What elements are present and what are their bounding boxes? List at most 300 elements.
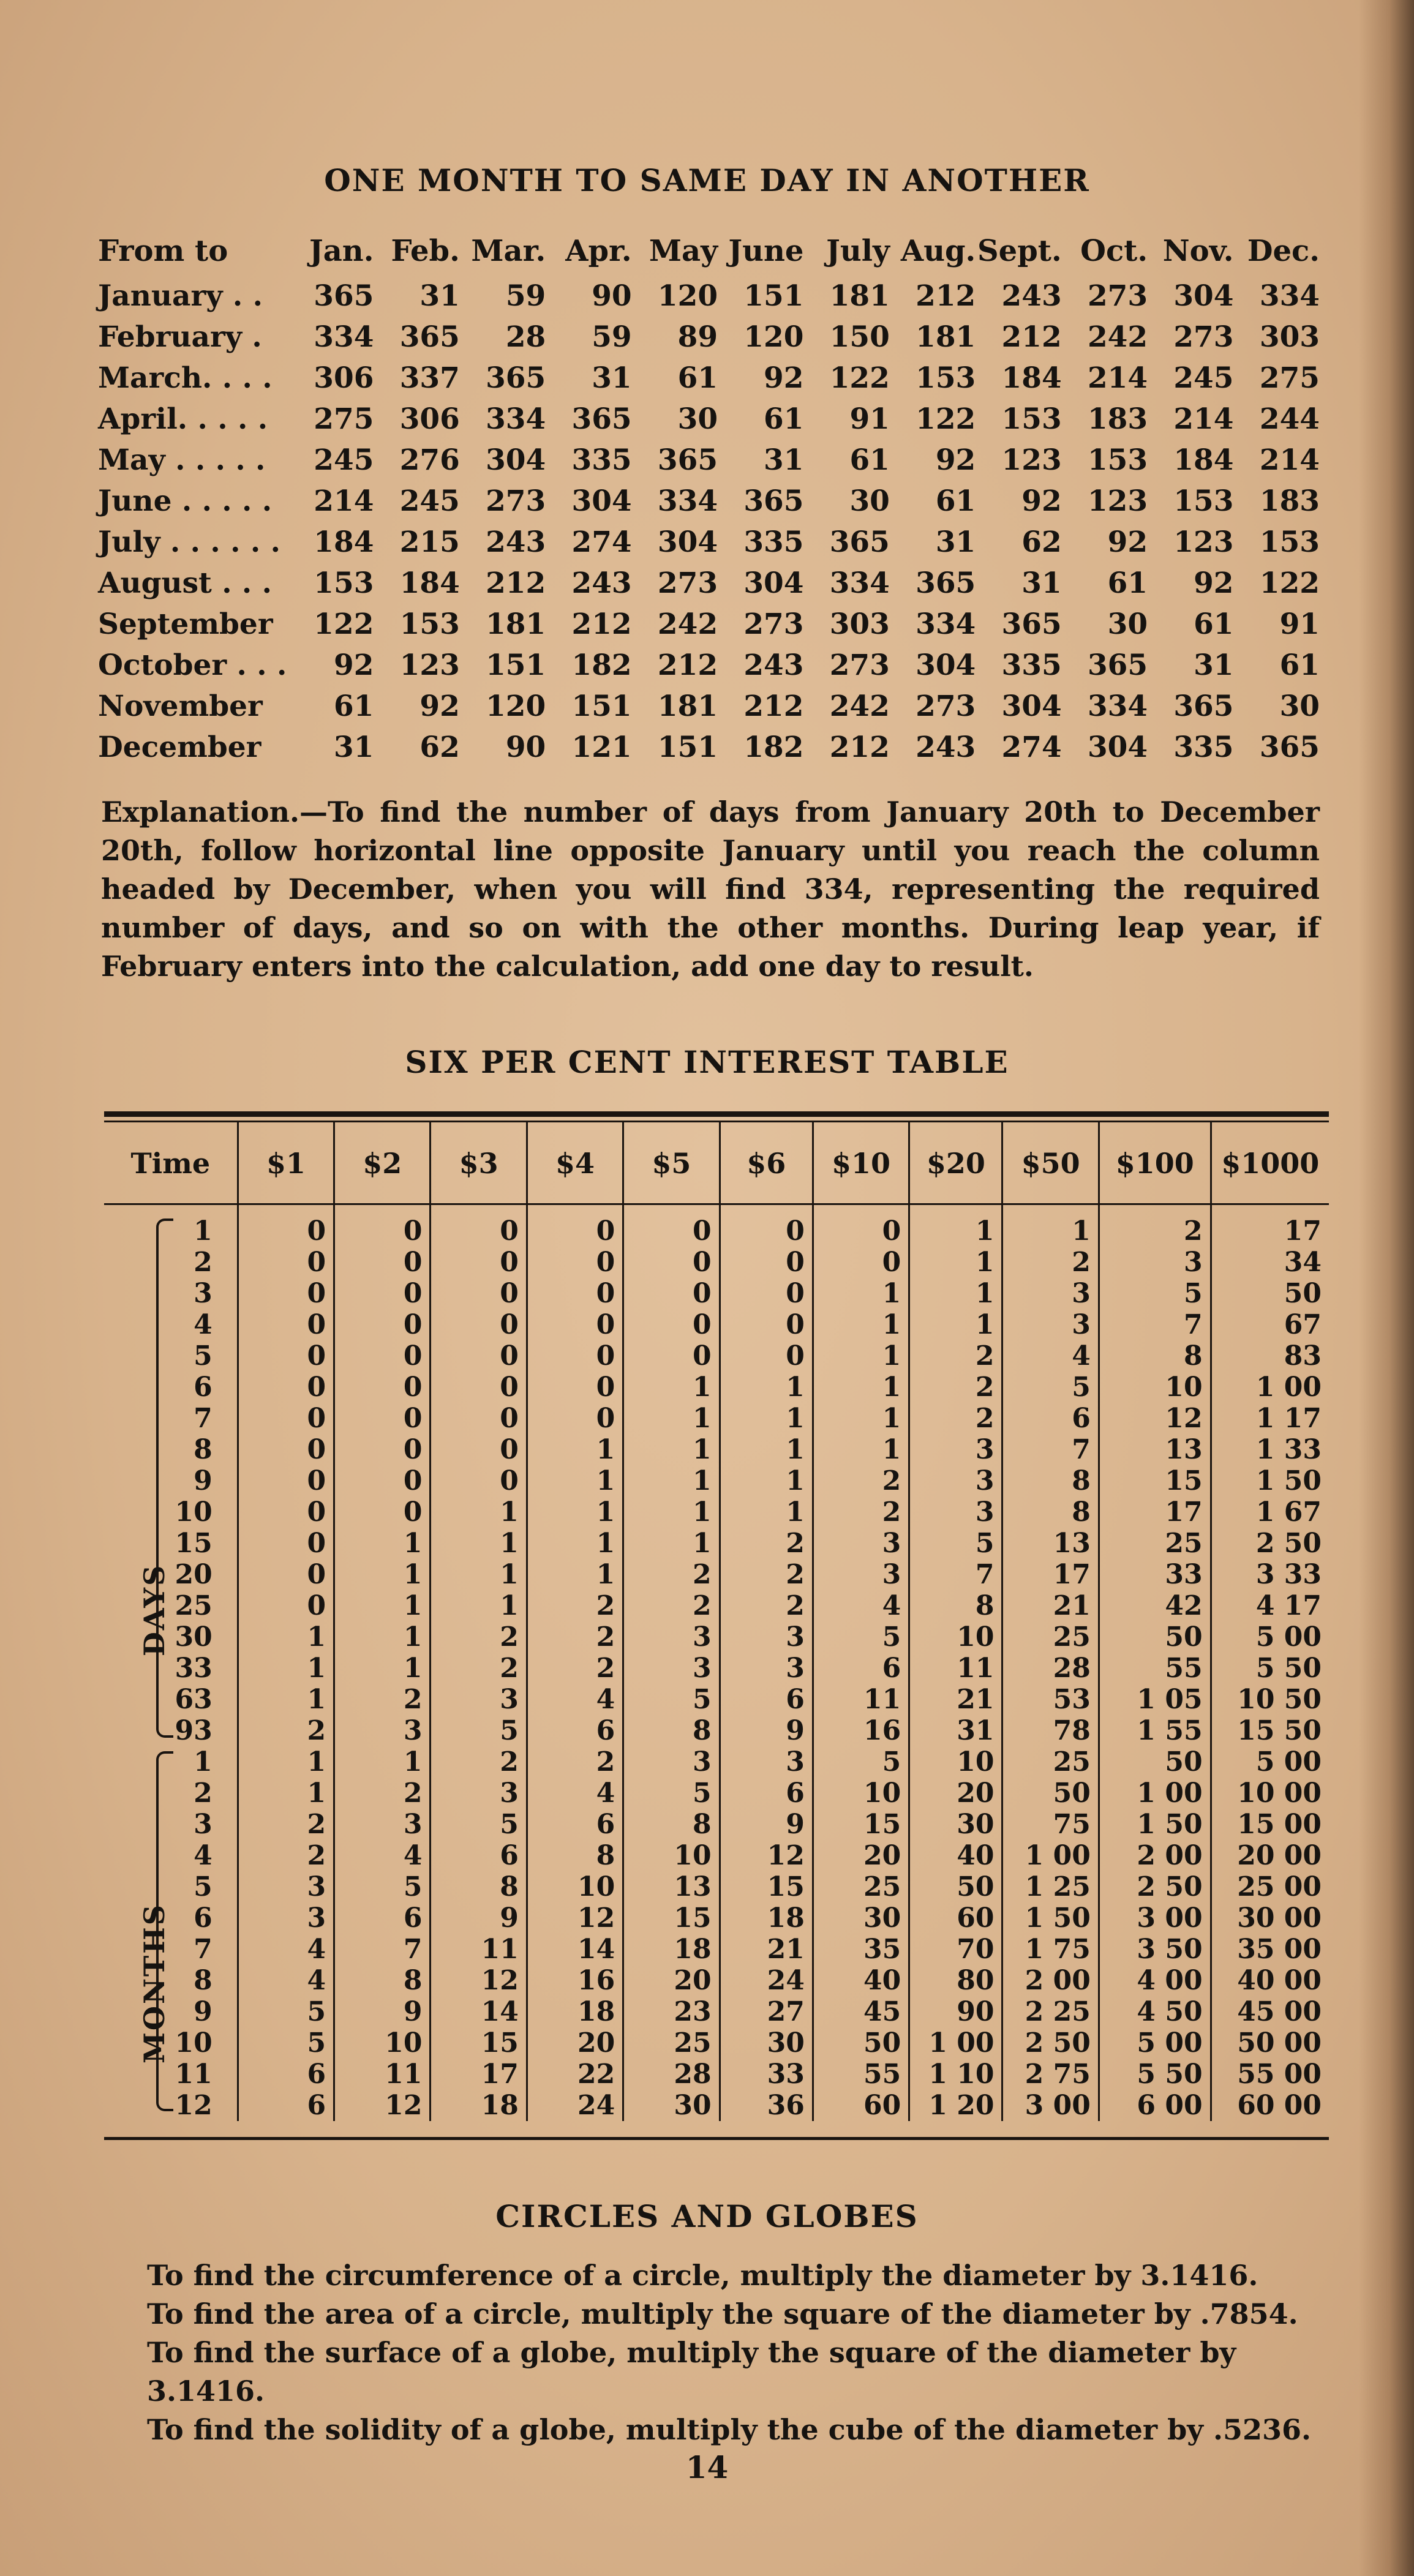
interest-cell: 7: [1099, 1309, 1211, 1340]
interest-cell: 0: [238, 1278, 334, 1309]
interest-cell: 17: [1211, 1204, 1329, 1247]
interest-cell: 2: [720, 1528, 813, 1559]
interest-cell: 0: [623, 1278, 720, 1309]
day-count-cell: 123: [399, 648, 460, 682]
day-count-cell: 30: [849, 484, 890, 518]
table-row: [98, 358, 1320, 399]
time-cell: 20: [175, 1559, 212, 1590]
time-cell: 1: [194, 1746, 212, 1778]
day-count-cell: 243: [916, 730, 976, 764]
table-row: [104, 1278, 1329, 1309]
page-number: 14: [685, 2449, 729, 2485]
interest-cell: 1: [813, 1340, 909, 1372]
interest-cell: 17: [1099, 1496, 1211, 1528]
interest-cell: 4: [238, 1965, 334, 1996]
table-bottom-rule: [104, 2137, 1329, 2140]
interest-cell: 4 17: [1211, 1590, 1329, 1621]
day-count-cell: 182: [743, 730, 804, 764]
interest-cell: 1: [623, 1372, 720, 1403]
day-count-cell: 181: [657, 689, 718, 723]
day-count-cell: 365: [486, 361, 546, 395]
interest-cell: 1: [813, 1309, 909, 1340]
days-group-label: DAYS: [138, 1563, 171, 1656]
interest-cell: 3: [813, 1559, 909, 1590]
interest-cell: 0: [623, 1204, 720, 1247]
day-count-cell: 30: [1279, 689, 1320, 723]
interest-cell: 0: [527, 1372, 623, 1403]
interest-cell: 1: [1002, 1204, 1099, 1247]
time-cell: 9: [194, 1465, 212, 1496]
table-row: [104, 1653, 1329, 1684]
interest-cell: 0: [527, 1309, 623, 1340]
day-count-cell: 273: [829, 648, 890, 682]
interest-cell: 0: [238, 1434, 334, 1465]
interest-cell: 6: [720, 1778, 813, 1809]
interest-cell: 6: [720, 1684, 813, 1715]
interest-cell: 4: [813, 1590, 909, 1621]
row-month-label: September: [98, 607, 273, 641]
day-count-cell: 214: [1173, 402, 1234, 436]
interest-cell: 1: [527, 1496, 623, 1528]
interest-cell: 0: [238, 1247, 334, 1278]
interest-cell: 1: [909, 1309, 1002, 1340]
interest-cell: 3: [431, 1684, 527, 1715]
interest-cell: 20: [909, 1778, 1002, 1809]
interest-cell: 1 00: [909, 2027, 1002, 2059]
interest-cell: 10: [1099, 1372, 1211, 1403]
interest-cell: 3: [909, 1465, 1002, 1496]
interest-cell: 25 00: [1211, 1871, 1329, 1902]
amount-header: $1: [238, 1122, 334, 1204]
table-row: [104, 1684, 1329, 1715]
day-count-cell: 212: [916, 279, 976, 313]
day-count-cell: 184: [1173, 443, 1234, 477]
day-count-cell: 335: [743, 525, 804, 559]
interest-cell: 1 10: [909, 2059, 1002, 2090]
interest-cell: 1: [431, 1590, 527, 1621]
table-row: [104, 1715, 1329, 1746]
interest-cell: 2: [720, 1559, 813, 1590]
table-row: [104, 2059, 1329, 2090]
interest-cell: 1: [431, 1559, 527, 1590]
day-count-cell: 212: [486, 566, 546, 600]
interest-cell: 5: [623, 1778, 720, 1809]
interest-cell: 0: [334, 1247, 431, 1278]
table-row: [104, 1434, 1329, 1465]
interest-cell: 50: [1099, 1746, 1211, 1778]
row-month-label: January . .: [98, 279, 263, 313]
interest-cell: 2: [909, 1340, 1002, 1372]
day-count-cell: 274: [1001, 730, 1062, 764]
days-table-body: [98, 276, 1320, 768]
row-month-label: July . . . . . .: [98, 525, 280, 559]
interest-cell: 11: [813, 1684, 909, 1715]
day-count-cell: 61: [1279, 648, 1320, 682]
interest-cell: 0: [334, 1465, 431, 1496]
table-row: [104, 1403, 1329, 1434]
interest-cell: 21: [1002, 1590, 1099, 1621]
day-count-cell: 243: [571, 566, 632, 600]
interest-cell: 5: [431, 1715, 527, 1746]
interest-cell: 2: [334, 1778, 431, 1809]
day-count-cell: 123: [1173, 525, 1234, 559]
interest-cell: 28: [1002, 1653, 1099, 1684]
table-row: [98, 727, 1320, 768]
day-count-cell: 184: [1001, 361, 1062, 395]
interest-cell: 1: [431, 1496, 527, 1528]
interest-cell: 30: [813, 1902, 909, 1934]
table-row: [98, 399, 1320, 440]
interest-cell: 21: [720, 1934, 813, 1965]
day-count-cell: 91: [1279, 607, 1320, 641]
table-row: [98, 604, 1320, 645]
table-row: [104, 1840, 1329, 1871]
time-cell: 93: [175, 1715, 212, 1746]
interest-cell: 35 00: [1211, 1934, 1329, 1965]
days-table-title: ONE MONTH TO SAME DAY IN ANOTHER: [324, 162, 1090, 198]
day-count-cell: 245: [399, 484, 460, 518]
interest-cell: 1: [720, 1372, 813, 1403]
time-cell: 5: [194, 1871, 212, 1902]
interest-cell: 1: [813, 1434, 909, 1465]
day-count-cell: 335: [571, 443, 632, 477]
interest-cell: 3 50: [1099, 1934, 1211, 1965]
day-count-cell: 334: [916, 607, 976, 641]
day-count-cell: 153: [1087, 443, 1148, 477]
interest-cell: 6: [238, 2059, 334, 2090]
day-count-cell: 31: [935, 525, 976, 559]
interest-cell: 4 00: [1099, 1965, 1211, 1996]
interest-cell: 12: [431, 1965, 527, 1996]
day-count-cell: 304: [1087, 730, 1148, 764]
interest-table-title: SIX PER CENT INTEREST TABLE: [405, 1044, 1009, 1080]
interest-cell: 1 25: [1002, 1871, 1099, 1902]
table-row: [98, 686, 1320, 727]
day-count-cell: 122: [829, 361, 890, 395]
time-cell: 7: [194, 1934, 212, 1965]
interest-cell: 60: [909, 1902, 1002, 1934]
time-cell: 10: [175, 1496, 212, 1528]
interest-cell: 3: [1099, 1247, 1211, 1278]
interest-cell: 90: [909, 1996, 1002, 2027]
day-count-cell: 365: [571, 402, 632, 436]
from-to-header: From to: [98, 234, 228, 268]
interest-cell: 5: [813, 1746, 909, 1778]
interest-cell: 14: [527, 1934, 623, 1965]
day-count-cell: 245: [314, 443, 374, 477]
interest-cell: 2: [1099, 1204, 1211, 1247]
interest-cell: 9: [720, 1715, 813, 1746]
time-cell: 3: [194, 1809, 212, 1840]
day-count-cell: 365: [829, 525, 890, 559]
interest-cell: 5 50: [1099, 2059, 1211, 2090]
interest-cell: 0: [623, 1309, 720, 1340]
month-header: Feb.: [391, 234, 460, 268]
interest-cell: 1: [238, 1653, 334, 1684]
interest-cell: 80: [909, 1965, 1002, 1996]
interest-cell: 33: [1099, 1559, 1211, 1590]
day-count-cell: 182: [571, 648, 632, 682]
interest-cell: 0: [431, 1247, 527, 1278]
interest-cell: 11: [909, 1653, 1002, 1684]
interest-cell: 31: [909, 1715, 1002, 1746]
table-row: [104, 1965, 1329, 1996]
interest-cell: 2: [334, 1684, 431, 1715]
interest-cell: 12: [334, 2090, 431, 2121]
day-count-cell: 304: [1001, 689, 1062, 723]
interest-cell: 15: [720, 1871, 813, 1902]
day-count-cell: 31: [1021, 566, 1062, 600]
interest-cell: 3 33: [1211, 1559, 1329, 1590]
interest-cell: 0: [527, 1340, 623, 1372]
day-count-cell: 62: [419, 730, 460, 764]
time-cell: 25: [175, 1590, 212, 1621]
interest-cell: 3: [1002, 1309, 1099, 1340]
interest-cell: 13: [1099, 1434, 1211, 1465]
interest-cell: 0: [334, 1496, 431, 1528]
interest-cell: 1: [720, 1496, 813, 1528]
day-count-cell: 245: [1173, 361, 1234, 395]
day-count-cell: 28: [505, 320, 546, 354]
interest-cell: 2: [238, 1715, 334, 1746]
interest-cell: 15: [813, 1809, 909, 1840]
interest-cell: 60 00: [1211, 2090, 1329, 2121]
interest-table-body: [104, 1204, 1329, 2121]
month-header: Nov.: [1162, 234, 1234, 268]
interest-cell: 15: [431, 2027, 527, 2059]
interest-cell: 0: [238, 1559, 334, 1590]
time-cell: 10: [175, 2027, 212, 2059]
circles-line: To find the area of a circle, multiply the square of the diameter by .7854.: [147, 2297, 1298, 2330]
days-between-months-table: [98, 227, 1320, 768]
interest-cell: 3: [623, 1746, 720, 1778]
interest-cell: 25: [623, 2027, 720, 2059]
interest-cell: 0: [527, 1204, 623, 1247]
interest-cell: 4 50: [1099, 1996, 1211, 2027]
interest-cell: 2: [623, 1559, 720, 1590]
day-count-cell: 365: [743, 484, 804, 518]
day-count-cell: 365: [399, 320, 460, 354]
interest-cell: 4: [334, 1840, 431, 1871]
interest-cell: 8: [1002, 1465, 1099, 1496]
interest-cell: 50: [909, 1871, 1002, 1902]
day-count-cell: 59: [505, 279, 546, 313]
day-count-cell: 304: [916, 648, 976, 682]
interest-cell: 5: [238, 2027, 334, 2059]
interest-cell: 6: [334, 1902, 431, 1934]
page-edge-shadow: [1359, 0, 1414, 2576]
table-row: [104, 2027, 1329, 2059]
amount-header: $2: [334, 1122, 431, 1204]
row-month-label: February .: [98, 320, 262, 354]
interest-cell: 83: [1211, 1340, 1329, 1372]
table-row: [104, 1528, 1329, 1559]
interest-cell: 18: [623, 1934, 720, 1965]
day-count-cell: 123: [1087, 484, 1148, 518]
day-count-cell: 184: [314, 525, 374, 559]
day-count-cell: 334: [657, 484, 718, 518]
day-count-cell: 92: [419, 689, 460, 723]
interest-cell: 15 50: [1211, 1715, 1329, 1746]
interest-cell: 16: [527, 1965, 623, 1996]
interest-cell: 3: [334, 1715, 431, 1746]
day-count-cell: 123: [1001, 443, 1062, 477]
interest-cell: 12: [720, 1840, 813, 1871]
interest-cell: 11: [334, 2059, 431, 2090]
months-group-label: MONTHS: [138, 1903, 171, 2063]
interest-cell: 20: [527, 2027, 623, 2059]
interest-cell: 17: [431, 2059, 527, 2090]
table-row: [104, 1809, 1329, 1840]
interest-cell: 3: [1002, 1278, 1099, 1309]
interest-cell: 8: [623, 1809, 720, 1840]
day-count-cell: 243: [1001, 279, 1062, 313]
interest-cell: 2 00: [1099, 1840, 1211, 1871]
interest-cell: 3: [813, 1528, 909, 1559]
interest-cell: 1: [720, 1465, 813, 1496]
interest-cell: 0: [238, 1204, 334, 1247]
day-count-cell: 243: [743, 648, 804, 682]
interest-cell: 0: [720, 1340, 813, 1372]
time-cell: 3: [194, 1278, 212, 1309]
interest-cell: 2: [527, 1590, 623, 1621]
day-count-cell: 153: [916, 361, 976, 395]
interest-cell: 8: [1002, 1496, 1099, 1528]
interest-cell: 45 00: [1211, 1996, 1329, 2027]
interest-cell: 1 00: [1211, 1372, 1329, 1403]
table-row: [104, 1247, 1329, 1278]
interest-cell: 22: [527, 2059, 623, 2090]
interest-cell: 2: [431, 1653, 527, 1684]
interest-cell: 25: [1002, 1746, 1099, 1778]
day-count-cell: 212: [657, 648, 718, 682]
interest-cell: 1: [720, 1403, 813, 1434]
day-count-cell: 151: [571, 689, 632, 723]
circles-line: To find the solidity of a globe, multiply the cube of the diameter by .5236.: [147, 2413, 1312, 2446]
interest-cell: 2: [813, 1465, 909, 1496]
interest-cell: 10: [909, 1621, 1002, 1653]
day-count-cell: 61: [1107, 566, 1148, 600]
table-row: [104, 1559, 1329, 1590]
row-month-label: June . . . . .: [98, 484, 273, 518]
month-header: Aug.: [900, 234, 976, 268]
interest-cell: 1 67: [1211, 1496, 1329, 1528]
day-count-cell: 273: [743, 607, 804, 641]
time-cell: 6: [194, 1902, 212, 1934]
interest-cell: 2 25: [1002, 1996, 1099, 2027]
day-count-cell: 90: [592, 279, 632, 313]
month-header: Oct.: [1080, 234, 1148, 268]
interest-cell: 55: [813, 2059, 909, 2090]
interest-cell: 1: [334, 1559, 431, 1590]
interest-cell: 0: [334, 1340, 431, 1372]
circles-line: To find the circumference of a circle, multiply the diameter by 3.1416.: [147, 2259, 1258, 2292]
interest-cell: 2: [909, 1372, 1002, 1403]
interest-cell: 2: [909, 1403, 1002, 1434]
day-count-cell: 183: [1087, 402, 1148, 436]
interest-cell: 1: [909, 1278, 1002, 1309]
interest-cell: 2: [527, 1746, 623, 1778]
interest-cell: 6: [813, 1653, 909, 1684]
table-row: [104, 1340, 1329, 1372]
interest-cell: 1 05: [1099, 1684, 1211, 1715]
interest-cell: 3: [431, 1778, 527, 1809]
day-count-cell: 61: [935, 484, 976, 518]
table-row: [98, 440, 1320, 481]
days-brace: [156, 1219, 173, 1738]
interest-cell: 20: [623, 1965, 720, 1996]
day-count-cell: 212: [829, 730, 890, 764]
day-count-cell: 31: [419, 279, 460, 313]
interest-cell: 5: [1099, 1278, 1211, 1309]
interest-cell: 15 00: [1211, 1809, 1329, 1840]
interest-cell: 12: [1099, 1403, 1211, 1434]
day-count-cell: 303: [1259, 320, 1320, 354]
interest-cell: 2 50: [1211, 1528, 1329, 1559]
day-count-cell: 334: [1259, 279, 1320, 313]
interest-cell: 1: [334, 1621, 431, 1653]
interest-cell: 0: [813, 1247, 909, 1278]
day-count-cell: 183: [1259, 484, 1320, 518]
day-count-cell: 92: [764, 361, 804, 395]
interest-cell: 0: [527, 1247, 623, 1278]
interest-cell: 1: [238, 1684, 334, 1715]
interest-cell: 0: [720, 1278, 813, 1309]
day-count-cell: 273: [1087, 279, 1148, 313]
interest-cell: 0: [431, 1309, 527, 1340]
interest-cell: 7: [909, 1559, 1002, 1590]
interest-cell: 7: [1002, 1434, 1099, 1465]
day-count-cell: 61: [764, 402, 804, 436]
day-count-cell: 92: [334, 648, 374, 682]
day-count-cell: 242: [1087, 320, 1148, 354]
time-cell: 11: [175, 2059, 212, 2090]
day-count-cell: 304: [571, 484, 632, 518]
day-count-cell: 184: [399, 566, 460, 600]
interest-cell: 7: [334, 1934, 431, 1965]
interest-cell: 2: [1002, 1247, 1099, 1278]
interest-cell: 23: [623, 1996, 720, 2027]
circles-title: CIRCLES AND GLOBES: [495, 2198, 919, 2234]
interest-cell: 1: [334, 1528, 431, 1559]
interest-cell: 9: [720, 1809, 813, 1840]
table-top-rule: [104, 1111, 1329, 1117]
interest-cell: 24: [720, 1965, 813, 1996]
day-count-cell: 335: [1001, 648, 1062, 682]
interest-cell: 6: [238, 2090, 334, 2121]
interest-cell: 3: [909, 1434, 1002, 1465]
interest-cell: 18: [527, 1996, 623, 2027]
interest-cell: 0: [623, 1340, 720, 1372]
amount-header: $10: [813, 1122, 909, 1204]
interest-cell: 1: [334, 1653, 431, 1684]
interest-cell: 4: [1002, 1340, 1099, 1372]
interest-cell: 24: [527, 2090, 623, 2121]
day-count-cell: 303: [829, 607, 890, 641]
interest-cell: 0: [431, 1465, 527, 1496]
interest-cell: 2 00: [1002, 1965, 1099, 1996]
table-row: [104, 1496, 1329, 1528]
month-header: May: [649, 234, 718, 268]
interest-cell: 1: [720, 1434, 813, 1465]
interest-cell: 3: [720, 1653, 813, 1684]
interest-cell: 15: [1099, 1465, 1211, 1496]
interest-cell: 50: [1002, 1778, 1099, 1809]
day-count-cell: 151: [657, 730, 718, 764]
interest-cell: 2: [623, 1590, 720, 1621]
interest-cell: 1: [238, 1778, 334, 1809]
interest-cell: 5 00: [1099, 2027, 1211, 2059]
